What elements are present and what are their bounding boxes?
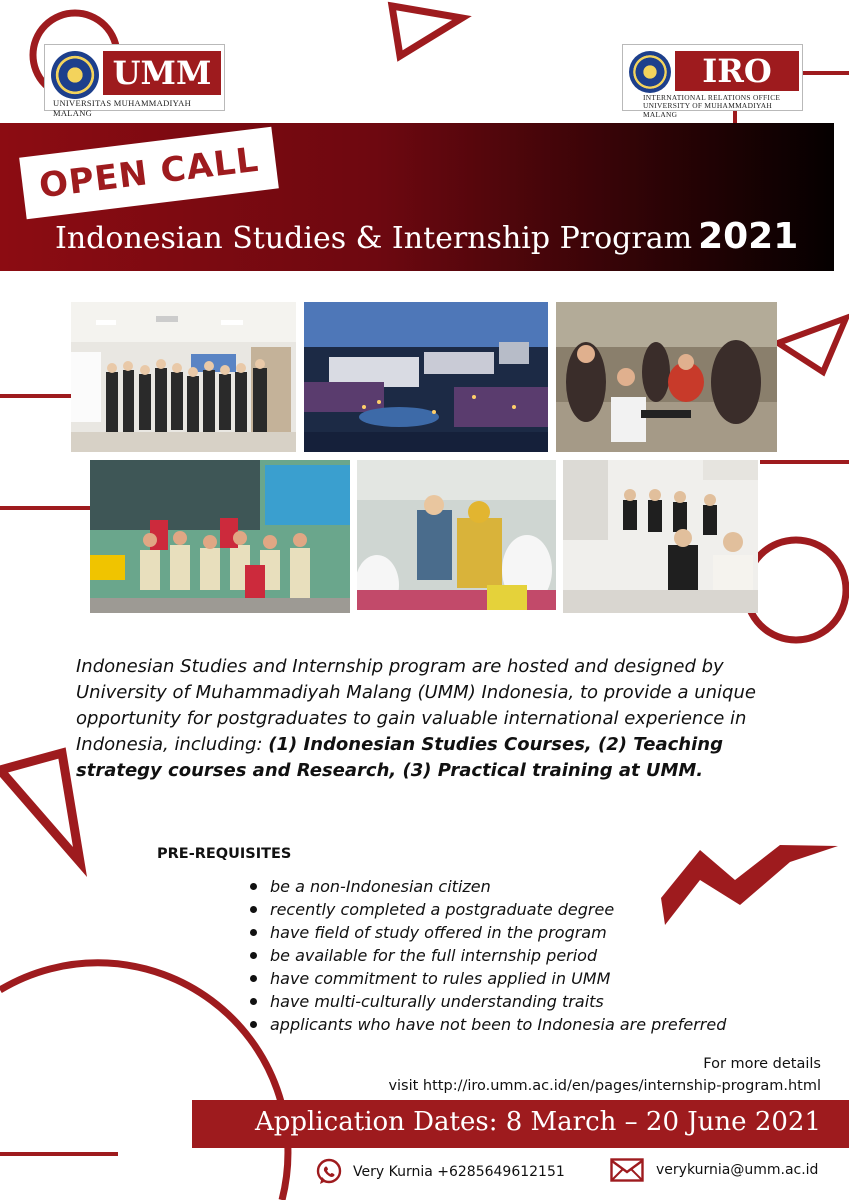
- phone-contact[interactable]: [315, 1158, 565, 1186]
- open-call-text: OPEN CALL: [36, 139, 262, 207]
- prerequisites-list: [248, 875, 726, 1036]
- triangle-right: [778, 318, 846, 372]
- mail-icon: [610, 1158, 644, 1182]
- program-title-text: Indonesian Studies & Internship Program: [55, 221, 693, 256]
- list-item: be available for the full internship period: [248, 944, 726, 967]
- triangle-top: [392, 6, 462, 56]
- welcome-ceremony: [357, 460, 556, 610]
- list-item: have multi-culturally understanding traits: [248, 990, 726, 1013]
- list-item: recently completed a postgraduate degree: [248, 898, 726, 921]
- list-item: applicants who have not been to Indonesia are preferred: [248, 1013, 726, 1036]
- classroom-students-group: [90, 460, 350, 613]
- details-label: For more details: [703, 1056, 821, 1072]
- details-link[interactable]: visit http://iro.umm.ac.id/en/pages/internship-program.html: [388, 1078, 821, 1094]
- iro-seal-icon: [629, 51, 671, 93]
- intro-highlights: (1) Indonesian Studies Courses, (2) Teaching strategy courses and Research, (3) Practical training at UMM.: [76, 734, 723, 781]
- application-dates-bar: [192, 1100, 849, 1148]
- arc-bottom-left: [0, 963, 288, 1200]
- phone-text: Very Kurnia +6285649612151: [353, 1164, 565, 1180]
- outdoor-cultural-activity: [556, 302, 777, 452]
- iro-logo: [622, 44, 803, 119]
- program-title: [55, 216, 798, 257]
- seminar-participants: [563, 460, 758, 613]
- group-photo-meeting-room: [71, 302, 296, 452]
- triangle-left: [0, 753, 80, 862]
- email-text: verykurnia@umm.ac.id: [656, 1162, 819, 1178]
- umm-logo-brand: UMM: [103, 51, 221, 95]
- iro-logo-subtitle-1: INTERNATIONAL RELATIONS OFFICE: [643, 93, 781, 102]
- list-item: be a non-Indonesian citizen: [248, 875, 726, 898]
- list-item: have field of study offered in the program: [248, 921, 726, 944]
- details-block: [388, 1053, 821, 1097]
- umm-logo-subtitle: UNIVERSITAS MUHAMMADIYAH MALANG: [53, 98, 192, 118]
- email-contact[interactable]: [610, 1158, 818, 1182]
- iro-logo-brand: IRO: [675, 51, 799, 91]
- ring-right: [746, 540, 846, 640]
- application-dates-text: Application Dates: 8 March – 20 June 2021: [254, 1107, 821, 1137]
- whatsapp-icon: [315, 1158, 343, 1186]
- campus-night-aerial: [304, 302, 548, 452]
- intro-text: Indonesian Studies and Internship program are hosted and designed by University of Muhammadiyah Malang (UMM) Indonesia, to provide a unique opportunity for postgraduates to gain valuable international experience in Indonesia, including:: [76, 656, 756, 755]
- umm-logo: [44, 44, 225, 118]
- list-item: have commitment to rules applied in UMM: [248, 967, 726, 990]
- prerequisites-title: PRE-REQUISITES: [157, 846, 292, 862]
- program-year: 2021: [698, 216, 799, 257]
- intro-paragraph: [76, 654, 786, 784]
- iro-logo-subtitle-2: UNIVERSITY OF MUHAMMADIYAH MALANG: [643, 101, 773, 119]
- umm-seal-icon: [51, 51, 99, 99]
